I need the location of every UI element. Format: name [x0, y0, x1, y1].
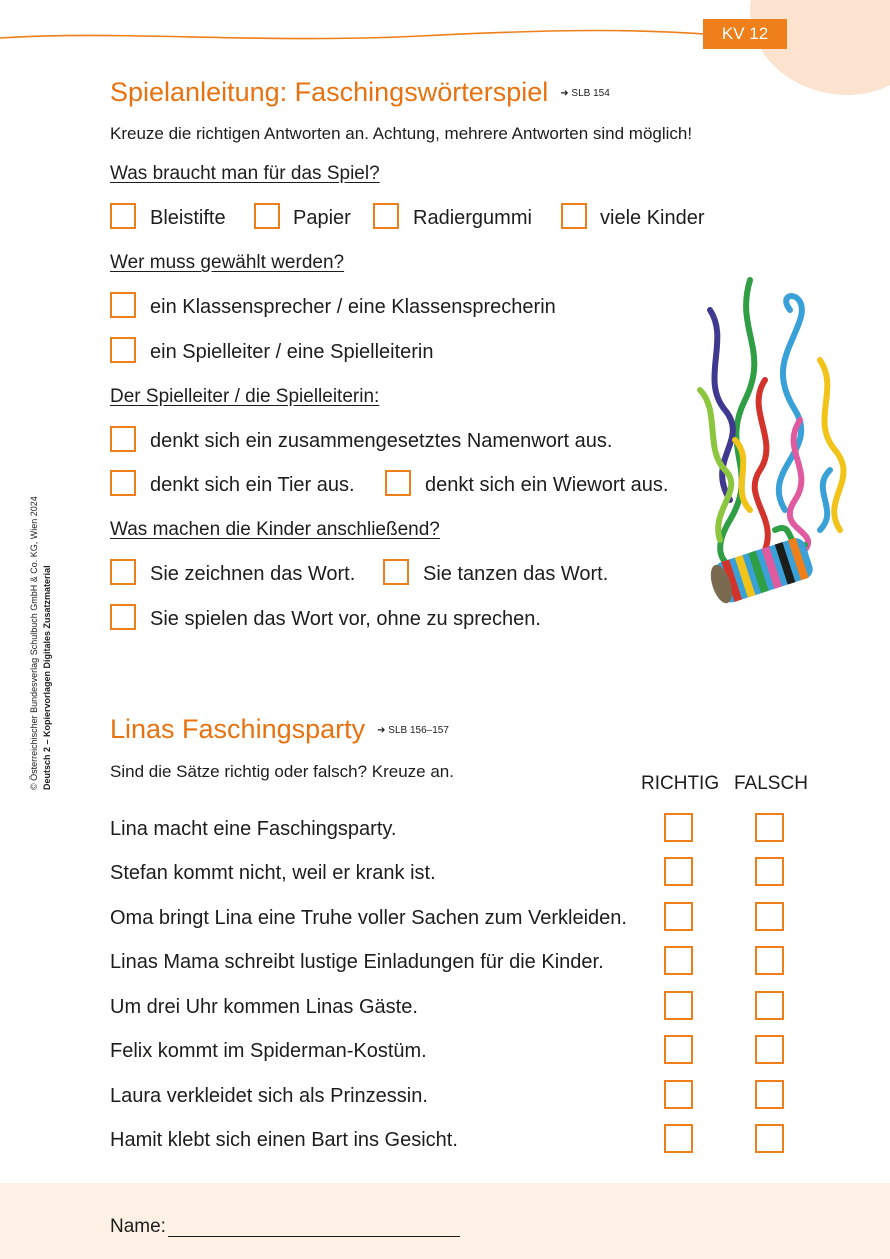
checkbox-falsch[interactable] — [755, 1124, 784, 1153]
checkbox-falsch[interactable] — [755, 991, 784, 1020]
side-credits — [28, 496, 54, 790]
checkbox-falsch[interactable] — [755, 902, 784, 931]
checkbox-falsch[interactable] — [755, 946, 784, 975]
checkbox-richtig[interactable] — [664, 1080, 693, 1109]
checkbox-falsch[interactable] — [755, 1080, 784, 1109]
section1-ref: ➜ SLB 154 — [560, 88, 610, 100]
option-label: Papier — [293, 207, 351, 229]
checkbox-richtig[interactable] — [664, 946, 693, 975]
column-falsch: FALSCH — [734, 773, 808, 794]
checkbox-wiewort[interactable] — [385, 470, 411, 496]
checkbox-richtig[interactable] — [664, 1035, 693, 1064]
question-1: Was braucht man für das Spiel? — [110, 163, 380, 184]
checkbox-falsch[interactable] — [755, 813, 784, 842]
streamers-illustration — [690, 270, 860, 650]
checkbox-tanzen[interactable] — [383, 559, 409, 585]
statement: Linas Mama schreibt lustige Einladungen für die Kinder. — [110, 951, 604, 973]
option-label: Sie tanzen das Wort. — [423, 563, 609, 585]
option-label: Bleistifte — [150, 207, 226, 229]
checkbox-falsch[interactable] — [755, 1035, 784, 1064]
question-4: Was machen die Kinder anschließend? — [110, 519, 440, 540]
checkbox-klassensprecher[interactable] — [110, 292, 136, 318]
checkbox-richtig[interactable] — [664, 813, 693, 842]
copyright-text: © Österreichischer Bundesverlag Schulbuch GmbH & Co. KG, Wien 2024 — [29, 496, 39, 790]
section1-title-text: Spielanleitung: Faschingswörterspiel — [110, 77, 549, 107]
option-label: Sie zeichnen das Wort. — [150, 563, 356, 585]
section2-instruction: Sind die Sätze richtig oder falsch? Kreuze an. — [110, 762, 454, 781]
section2-title — [110, 714, 449, 745]
checkbox-namenwort[interactable] — [110, 426, 136, 452]
option-label: ein Spielleiter / eine Spielleiterin — [150, 341, 434, 363]
statement: Hamit klebt sich einen Bart ins Gesicht. — [110, 1129, 458, 1151]
checkbox-zeichnen[interactable] — [110, 559, 136, 585]
option-label: denkt sich ein zusammengesetztes Namenwort aus. — [150, 430, 613, 452]
checkbox-viele-kinder[interactable] — [561, 203, 587, 229]
checkbox-richtig[interactable] — [664, 1124, 693, 1153]
checkbox-spielleiter[interactable] — [110, 337, 136, 363]
checkbox-radiergummi[interactable] — [373, 203, 399, 229]
option-label: Radiergummi — [413, 207, 532, 229]
statement: Laura verkleidet sich als Prinzessin. — [110, 1085, 428, 1107]
section1-title — [110, 77, 610, 108]
checkbox-vorspielen[interactable] — [110, 604, 136, 630]
option-label: viele Kinder — [600, 207, 705, 229]
section1-instruction: Kreuze die richtigen Antworten an. Achtung, mehrere Antworten sind möglich! — [110, 124, 693, 143]
section2-title-text: Linas Faschingsparty — [110, 714, 366, 744]
option-label: denkt sich ein Wiewort aus. — [425, 474, 669, 496]
option-label: denkt sich ein Tier aus. — [150, 474, 355, 496]
option-label: ein Klassensprecher / eine Klassensprecherin — [150, 296, 556, 318]
section2-ref: ➜ SLB 156–157 — [377, 725, 449, 737]
checkbox-richtig[interactable] — [664, 857, 693, 886]
question-2: Wer muss gewählt werden? — [110, 252, 345, 273]
checkbox-richtig[interactable] — [664, 902, 693, 931]
series-text: Deutsch 2 – Kopiervorlagen Digitales Zusatzmaterial — [42, 565, 52, 790]
name-input-line[interactable] — [168, 1236, 460, 1237]
statement: Oma bringt Lina eine Truhe voller Sachen zum Verkleiden. — [110, 907, 627, 929]
statement: Stefan kommt nicht, weil er krank ist. — [110, 862, 436, 884]
statement: Um drei Uhr kommen Linas Gäste. — [110, 996, 418, 1018]
worksheet-badge: KV 12 — [703, 19, 787, 49]
checkbox-falsch[interactable] — [755, 857, 784, 886]
checkbox-tier[interactable] — [110, 470, 136, 496]
option-label: Sie spielen das Wort vor, ohne zu sprechen. — [150, 608, 541, 630]
column-richtig: RICHTIG — [641, 773, 720, 794]
statement: Felix kommt im Spiderman-Kostüm. — [110, 1040, 427, 1062]
checkbox-bleistifte[interactable] — [110, 203, 136, 229]
statement: Lina macht eine Faschingsparty. — [110, 818, 397, 840]
checkbox-richtig[interactable] — [664, 991, 693, 1020]
question-3: Der Spielleiter / die Spielleiterin: — [110, 386, 380, 407]
name-label: Name: — [110, 1216, 166, 1237]
checkbox-papier[interactable] — [254, 203, 280, 229]
